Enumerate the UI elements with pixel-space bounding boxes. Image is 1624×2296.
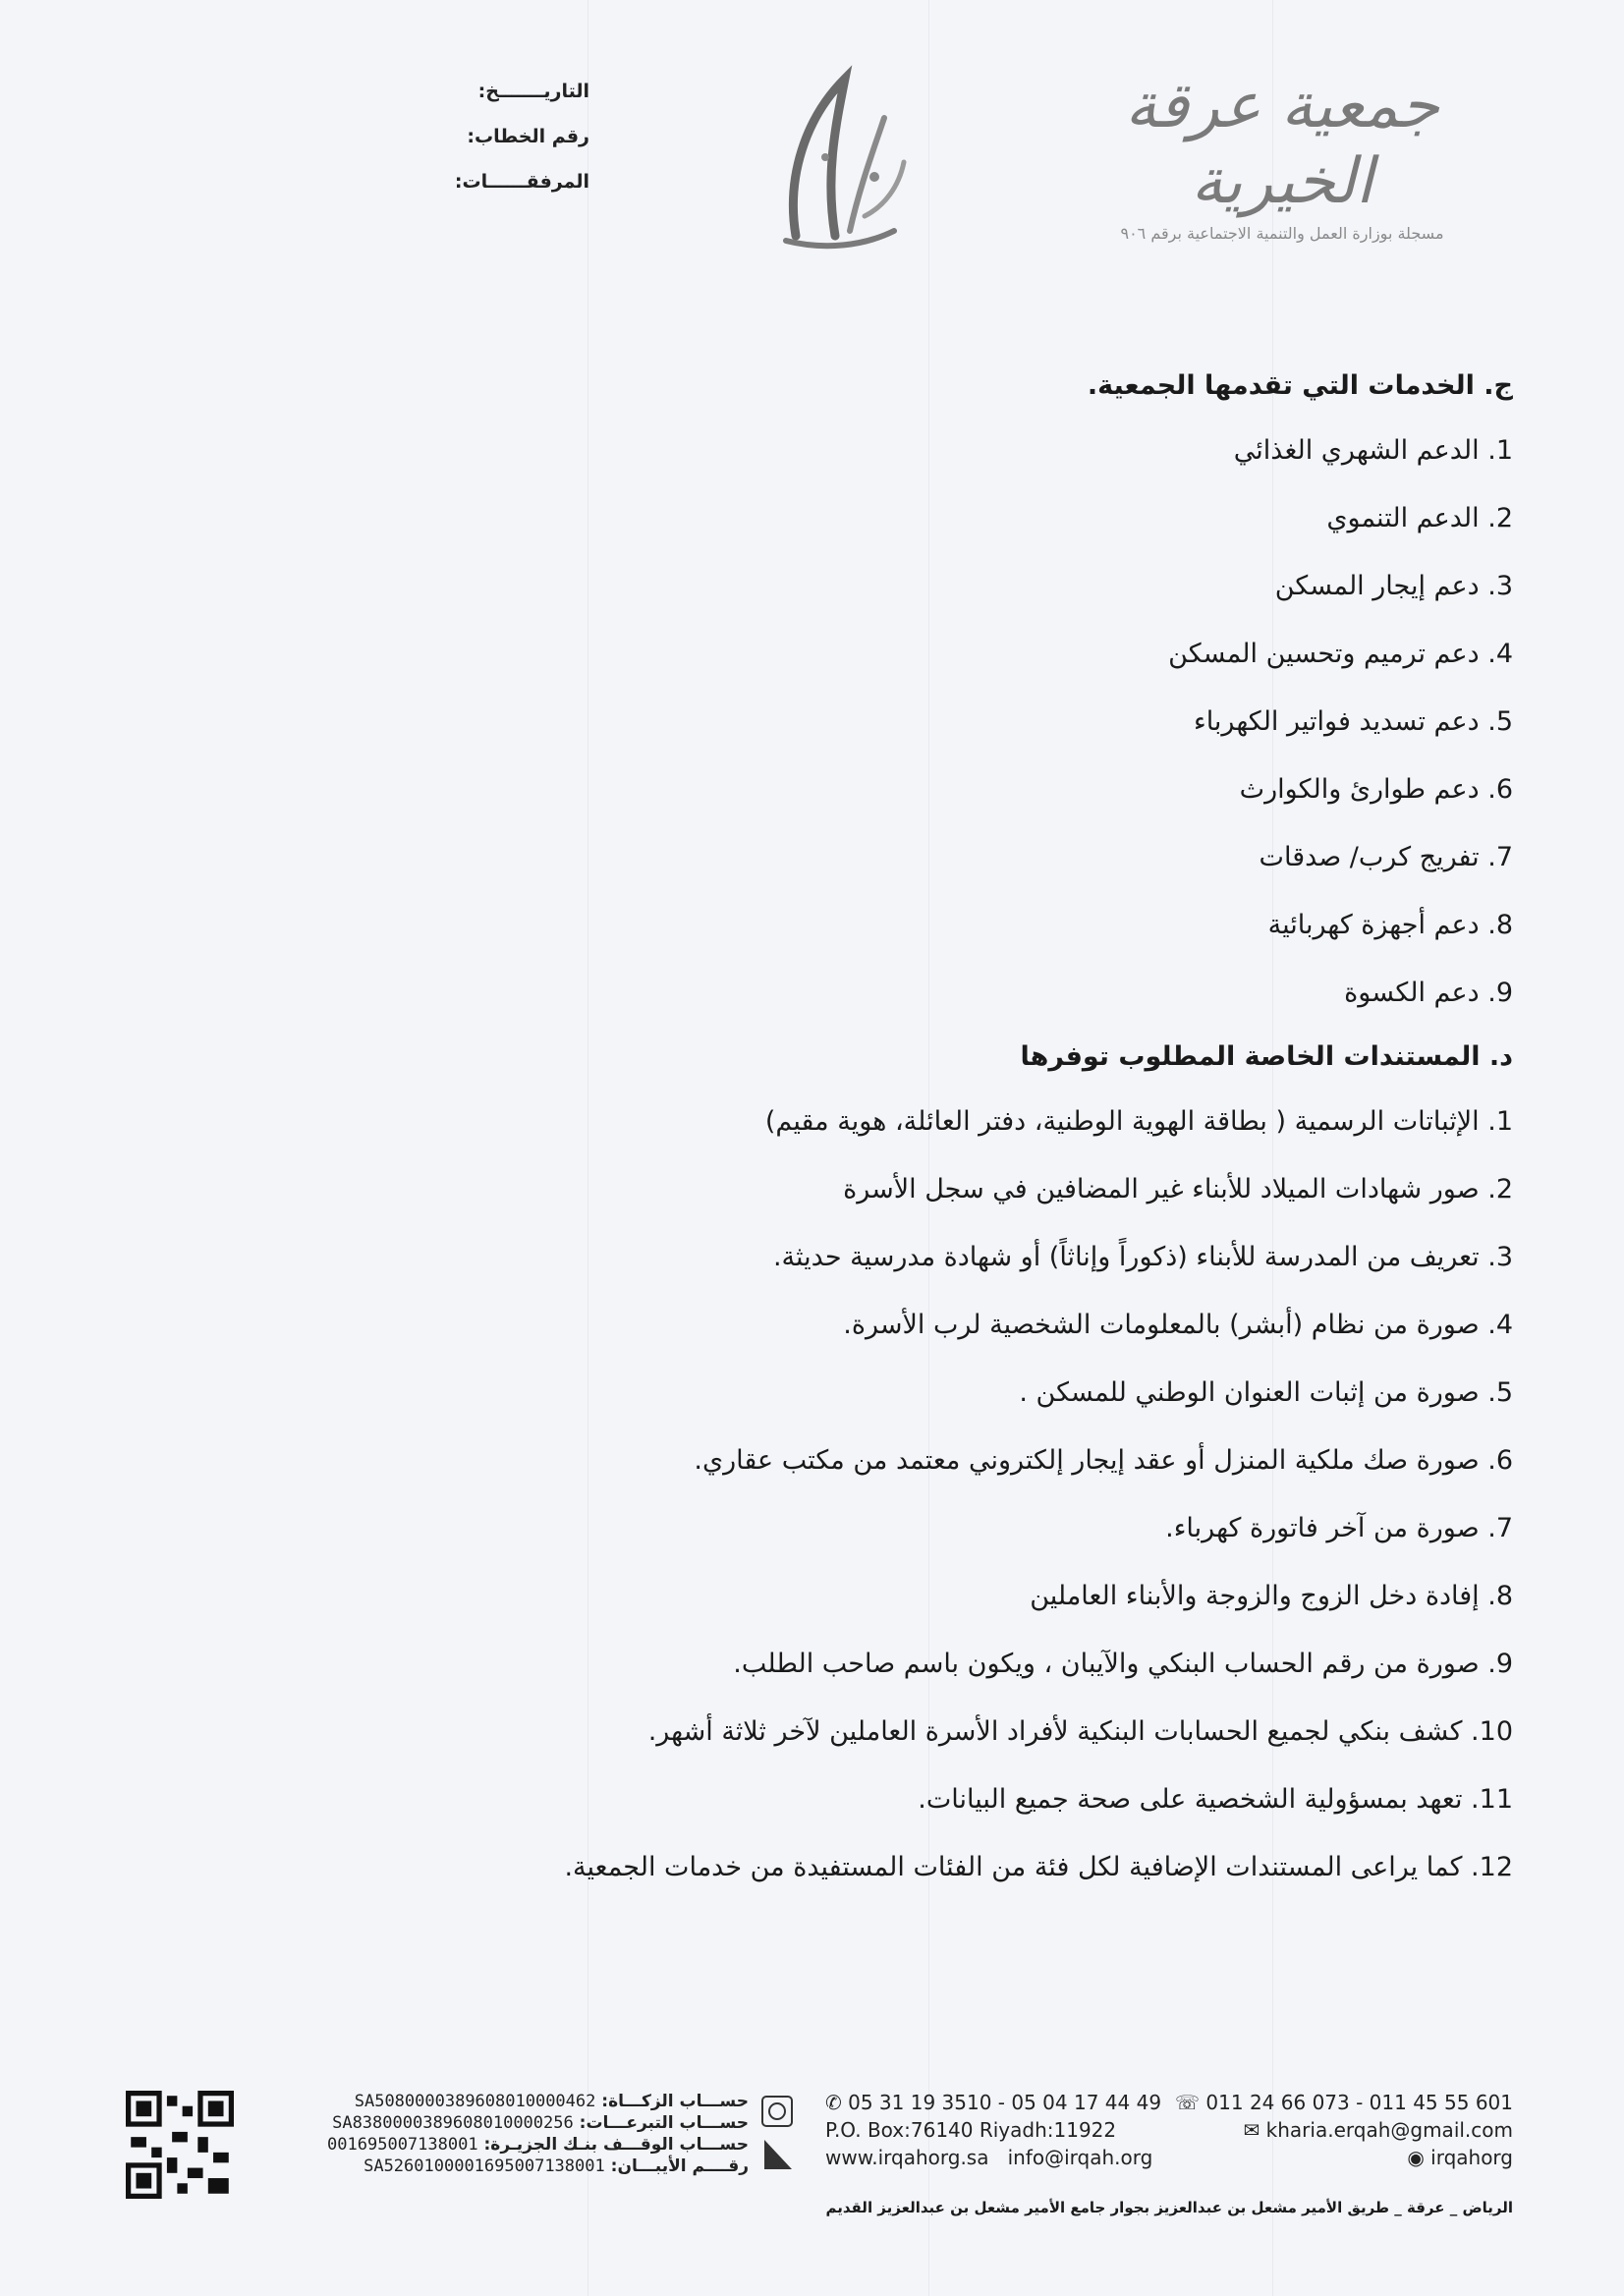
document-item: 8. إفادة دخل الزوج والزوجة والأبناء العاملين xyxy=(1030,1581,1513,1611)
service-item: 7. تفريج كرب/ صدقات xyxy=(1259,842,1513,872)
letter-number-label: رقم الخطاب: xyxy=(467,126,589,147)
document-item: 10. كشف بنكي لجميع الحسابات البنكية لأفراد الأسرة العاملين لآخر ثلاثة أشهر. xyxy=(647,1716,1513,1747)
charity-logo xyxy=(1041,59,1523,255)
mobile-phones: ✆ 05 31 19 3510 - 05 04 17 44 49 xyxy=(825,2091,1162,2114)
documents-title: د. المستندات الخاصة المطلوب توفرها xyxy=(1020,1041,1513,1072)
iban-account: رقــــم الأيبـــان: SA5260100001695007138001 xyxy=(364,2156,749,2176)
contact-row-phones xyxy=(825,2089,1513,2116)
document-item: 4. صورة من نظام (أبشر) بالمعلومات الشخصية لرب الأسرة. xyxy=(843,1310,1513,1340)
document-item: 7. صورة من آخر فاتورة كهرباء. xyxy=(1165,1513,1513,1543)
document-item: 9. صورة من رقم الحساب البنكي والآيبان ، ويكون باسم صاحب الطلب. xyxy=(733,1649,1513,1679)
document-item: 2. صور شهادات الميلاد للأبناء غير المضافين في سجل الأسرة xyxy=(843,1174,1513,1204)
logo-subtitle: مسجلة بوزارة العمل والتنمية الاجتماعية برقم ٩٠٦ xyxy=(1120,223,1444,243)
documents-list xyxy=(452,1088,1513,1901)
bank-logos-icon xyxy=(760,2093,796,2171)
contact-row-web xyxy=(825,2144,1513,2171)
services-list xyxy=(452,417,1513,1027)
po-box: P.O. Box:76140 Riyadh:11922 xyxy=(825,2118,1117,2142)
service-item: 2. الدعم التنموي xyxy=(1326,503,1513,533)
document-item: 12. كما يراعى المستندات الإضافية لكل فئة من الفئات المستفيدة من خدمات الجمعية. xyxy=(564,1852,1513,1882)
contact-row-mail xyxy=(825,2116,1513,2144)
letter-body xyxy=(452,356,1513,1901)
service-item: 4. دعم ترميم وتحسين المسكن xyxy=(1168,639,1513,669)
social-handle: ◉ irqahorg xyxy=(1407,2146,1513,2169)
service-item: 8. دعم أجهزة كهربائية xyxy=(1267,910,1513,940)
document-item: 6. صورة صك ملكية المنزل أو عقد إيجار إلكتروني معتمد من مكتب عقاري. xyxy=(694,1445,1513,1476)
logo-title: جمعية عرقة الخيرية xyxy=(1125,70,1439,218)
landline-phones: ☏ 011 24 66 073 - 011 45 55 601 xyxy=(1175,2091,1513,2114)
donations-account: حســـاب التبرعـــات: SA8380000389608010000256 xyxy=(332,2113,749,2133)
website-and-info: www.irqahorg.sa info@irqah.org xyxy=(825,2146,1153,2169)
contact-info xyxy=(825,2089,1513,2171)
services-title: ج. الخدمات التي تقدمها الجمعية. xyxy=(1087,370,1513,401)
document-item: 1. الإثباتات الرسمية ( بطاقة الهوية الوطنية، دفتر العائلة، هوية مقيم) xyxy=(764,1106,1513,1137)
service-item: 6. دعم طوارئ والكوارث xyxy=(1239,774,1513,805)
zakat-account: حســـاب الزكـــاة: SA5080000389608010000462 xyxy=(354,2092,749,2111)
bank-accounts xyxy=(277,2091,749,2177)
charity-emblem-icon xyxy=(766,59,914,255)
document-item: 11. تعهد بمسؤولية الشخصية على صحة جميع البيانات. xyxy=(918,1784,1513,1815)
service-item: 9. دعم الكسوة xyxy=(1344,978,1513,1008)
postal-address: الرياض _ عرقة _ طريق الأمير مشعل بن عبدالعزيز بجوار جامع الأمير مشعل بن عبدالعزيز القديم xyxy=(825,2199,1513,2216)
date-label: التاريـــــــخ: xyxy=(477,81,589,102)
document-item: 5. صورة من إثبات العنوان الوطني للمسكن . xyxy=(1019,1377,1513,1408)
document-item: 3. تعريف من المدرسة للأبناء (ذكوراً وإناثاً) أو شهادة مدرسية حديثة. xyxy=(772,1242,1513,1272)
service-item: 1. الدعم الشهري الغذائي xyxy=(1233,435,1513,466)
letter-meta xyxy=(432,81,589,216)
letter-footer xyxy=(0,2083,1624,2216)
service-item: 5. دعم تسديد فواتير الكهرباء xyxy=(1194,706,1513,737)
waqf-account: حســـاب الوقـــف بنـك الجزيـرة: 001695007138001 xyxy=(327,2135,749,2155)
attachments-label: المرفقــــــات: xyxy=(454,171,589,193)
service-item: 3. دعم إيجار المسكن xyxy=(1274,571,1513,601)
email: ✉ kharia.erqah@gmail.com xyxy=(1243,2118,1513,2142)
